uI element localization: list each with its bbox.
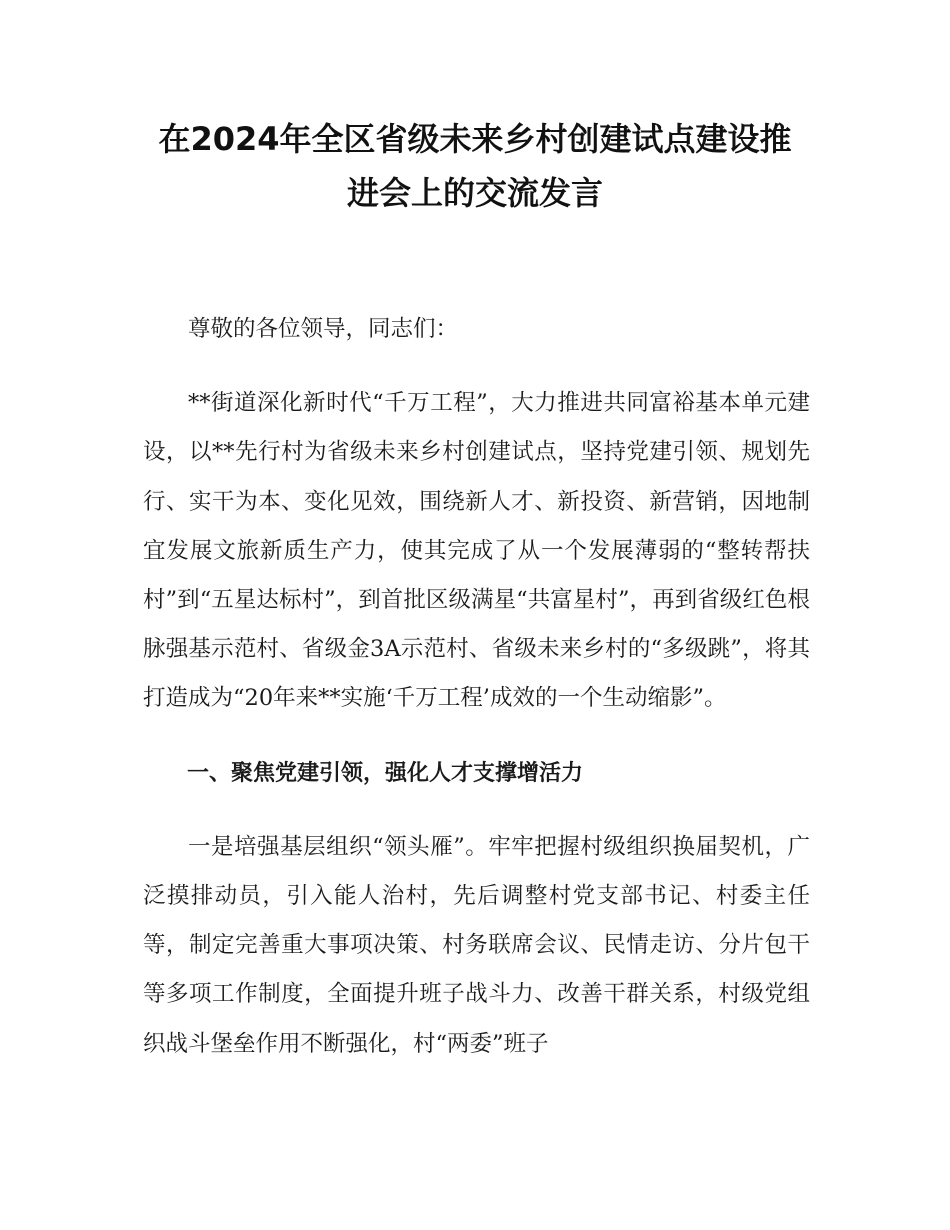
title-line-2: 进会上的交流发言 bbox=[346, 174, 603, 212]
document-title bbox=[100, 112, 850, 220]
section-1-paragraph-1: 一是培强基层组织“领头雁”。牢牢把握村级组织换届契机，广泛摸排动员，引入能人治村，先后调整村党支部书记、村委主任等，制定完善重大事项决策、村务联席会议、民情走访、分片包干等多项工作制度，全面提升班子战斗力、改善干群关系，村级党组织战斗堡垒作用不断强化，村“两委”班子 bbox=[143, 833, 810, 1057]
section-heading-1: 一、聚焦党建引领，强化人才支撑增活力 bbox=[187, 760, 584, 786]
intro-paragraph: **街道深化新时代“千万工程”，大力推进共同富裕基本单元建设，以**先行村为省级未来乡村创建试点，坚持党建引领、规划先行、实干为本、变化见效，围绕新人才、新投资、新营销，因地制宜发展文旅新质生产力，使其完成了从一个发展薄弱的“整转帮扶村”到“五星达标村”，到首批区级满星“共富星村”，再到省级红色根脉强基示范村、省级金3A示范村、省级未来乡村的“多级跳”，将其打造成为“20年来**实施‘千万工程’成效的一个生动缩影”。 bbox=[143, 390, 810, 712]
greeting-paragraph: 尊敬的各位领导，同志们： bbox=[188, 316, 459, 342]
document-body bbox=[143, 305, 810, 1094]
title-line-1: 在2024年全区省级未来乡村创建试点建设推 bbox=[158, 120, 792, 158]
